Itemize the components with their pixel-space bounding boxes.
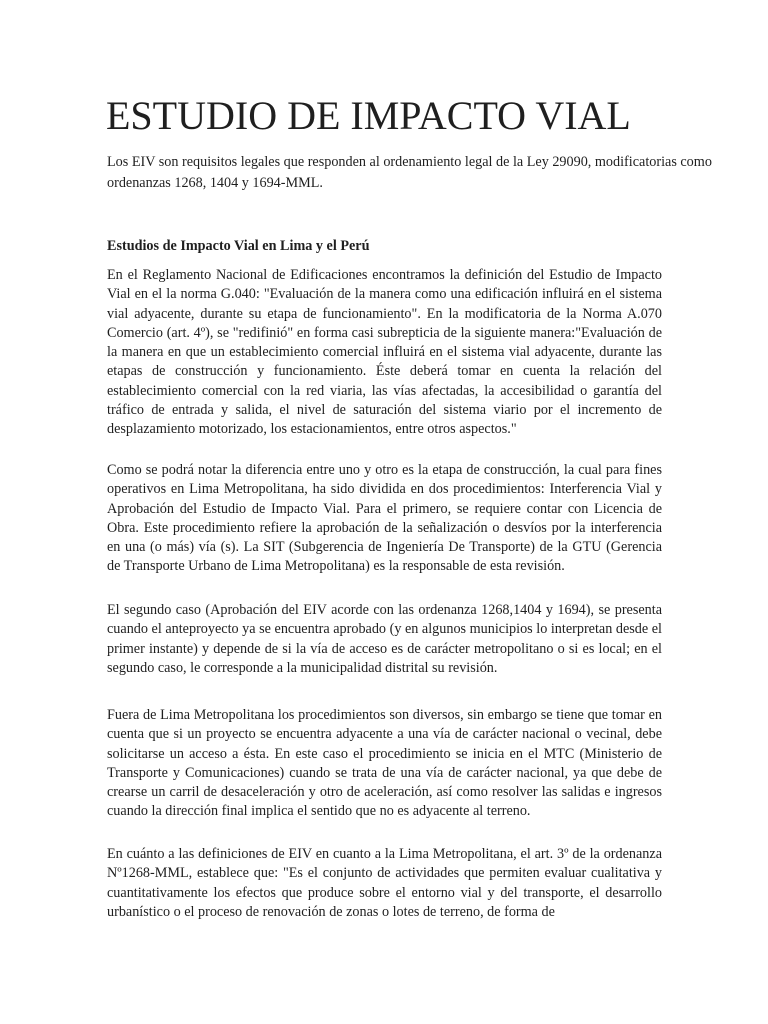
intro-paragraph [107,152,768,194]
body-paragraph-5: En cuánto a las definiciones de EIV en cuanto a la Lima Metropolitana, el art. 3º de la ordenanza Nº1268-MML, establece que: "Es el conjunto de actividades que permiten evaluar cualitativa y cuantitativamente los efectos que produce sobre el entorno vial y del transporte, el desarrollo urbanístico o el proceso de renovación de zonas o lotes de terreno, de forma de [107,846,662,920]
body-paragraph-4: Fuera de Lima Metropolitana los procedimientos son diversos, sin embargo se tiene que tomar en cuenta que si un proyecto se encuentra adyacente a una vía de carácter nacional o vecinal, debe solicitarse un acceso a ésta. En este caso el procedimiento se inicia en el MTC (Ministerio de Transporte y Comunicaciones) cuando se trata de una vía de carácter nacional, ya que debe de crearse un carril de desaceleración y otro de aceleración, así como resolver las salidas e ingresos cuando la dirección final implica el sentido que no es adyacente al terreno. [107,707,662,820]
intro-line: Los EIV son requisitos legales que responden al ordenamiento legal de la Ley 29090, modificatorias como [107,154,712,170]
body-paragraph-2: Como se podrá notar la diferencia entre uno y otro es la etapa de construcción, la cual para fines operativos en Lima Metropolitana, ha sido dividida en dos procedimientos: Interferencia Vial y Aprobación del Estudio de Impacto Vial. Para el primero, se requiere contar con Licencia de Obra. Este procedimiento refiere la aprobación de la señalización o desvíos por la interferencia en una (o más) vía (s). La SIT (Subgerencia de Ingeniería De Transporte) de la GTU (Gerencia de Transporte Urbano de Lima Metropolitana) es la responsable de esta revisión. [107,462,662,575]
body-paragraph-3: El segundo caso (Aprobación del EIV acorde con las ordenanza 1268,1404 y 1694), se presenta cuando el anteproyecto ya se encuentra aprobado (y en algunos municipios lo interpretan desde el primer instante) y depende de si la vía de acceso es de carácter metropolitano o si es local; en el segundo caso, le corresponde a la municipalidad distrital su revisión. [107,602,662,676]
intro-line: ordenanzas 1268, 1404 y 1694-MML. [107,175,323,191]
section-heading: Estudios de Impacto Vial en Lima y el Perú [107,238,370,254]
body-paragraph-1: En el Reglamento Nacional de Edificaciones encontramos la definición del Estudio de Impacto Vial en el la norma G.040: "Evaluación de la manera como una edificación influirá en el sistema vial adyacente, durante su etapa de funcionamiento". En la modificatoria de la Norma A.070 Comercio (art. 4º), se "redifinió" en forma casi subrepticia de la siguiente manera:"Evaluación de la manera en que un establecimiento comercial influirá en el sistema vial adyacente, durante las etapas de construcción y funcionamiento. Éste deberá tomar en cuenta la relación del establecimiento comercial con la red viaria, las vías afectadas, la accesibilidad o garantía del tráfico de entrada y salida, el nivel de saturación del sistema viario por el incremento de desplazamiento motorizado, los estacionamientos, entre otros aspectos." [107,267,662,438]
page-title: ESTUDIO DE IMPACTO VIAL [106,93,631,138]
